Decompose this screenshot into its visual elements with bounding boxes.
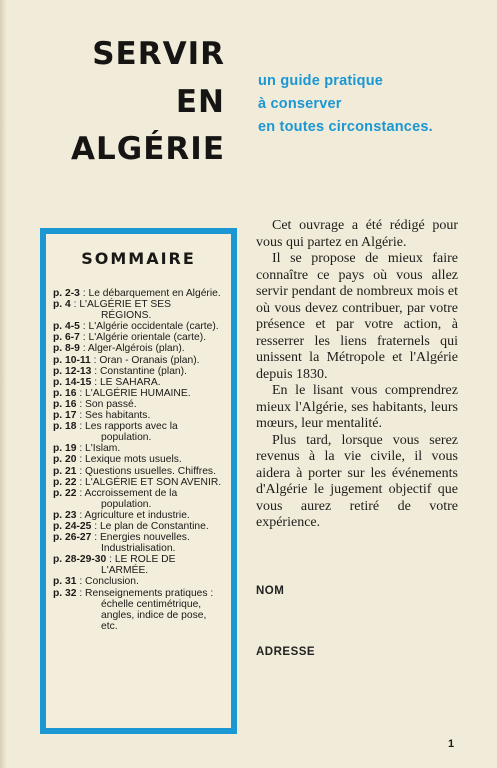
toc-entry-text: : L'Algérie occidentale (carte). [79, 321, 219, 333]
toc-entry-text: : Le débarquement en Algérie. [79, 288, 221, 299]
toc-page-ref: p. 8-9 [53, 343, 80, 355]
toc-entry-text: : LE ROLE DE L'ARMÉE. [101, 554, 176, 577]
toc-entry-text: : Alger-Algérois (plan). [79, 343, 185, 355]
title-line-2: EN [175, 84, 225, 120]
toc-page-ref: p. 14-15 [53, 376, 92, 388]
toc-page-ref: p. 18 [53, 421, 77, 433]
intro-paragraph: Plus tard, lorsque vous serez revenus à la vie civile, il vous aidera à porter sur les événements d'Algérie le jugement objectif que vous aurez retiré de votre expérience. [256, 432, 458, 530]
tagline-line-3: en toutes circonstances. [258, 119, 433, 135]
toc-page-ref: p. 16 [53, 387, 77, 399]
toc-item [53, 343, 223, 354]
title-line-1: SERVIR [92, 36, 225, 72]
toc-page-ref: p. 17 [53, 410, 77, 422]
intro-paragraph: Il se propose de mieux faire connaître ce pays où vous allez servir pendant de nombreux mois et où vous devez contribuer, par votre présence et par votre action, à resserrer les liens fraternels qui unissent la Métropole et l'Algérie depuis 1830. [256, 251, 458, 382]
toc-item [53, 410, 223, 421]
toc-page-ref: p. 31 [53, 576, 77, 588]
toc-page-ref: p. 23 [53, 509, 77, 521]
toc-page-ref: p. 16 [53, 398, 77, 410]
toc-item [53, 443, 223, 454]
toc-item [53, 377, 223, 388]
toc-item [53, 554, 223, 576]
toc-item [53, 521, 223, 532]
toc-item [53, 332, 223, 343]
toc-entry-text: : Son passé. [76, 398, 137, 410]
toc-page-ref: p. 12-13 [53, 365, 92, 377]
intro-paragraph: En le lisant vous comprendrez mieux l'Algérie, ses habitants, leurs mœurs, leur mentalité. [256, 383, 458, 431]
toc-entry-text: : Renseignements pratiques : échelle centimétrique, angles, indice de pose, etc. [76, 587, 214, 632]
tagline-line-1: un guide pratique [258, 73, 384, 89]
table-of-contents-box [40, 228, 237, 734]
toc-entry-text: : L'ALGÉRIE ET SES RÉGIONS. [70, 299, 171, 322]
table-of-contents-list [53, 288, 223, 632]
toc-page-ref: p. 28-29-30 [53, 554, 107, 566]
toc-entry-text: : Les rapports avec la population. [76, 421, 178, 444]
toc-page-ref: p. 19 [53, 443, 77, 455]
introduction-text [256, 218, 458, 532]
toc-item [53, 366, 223, 377]
toc-entry-text: : LE SAHARA. [91, 376, 161, 388]
toc-page-ref: p. 10-11 [53, 354, 91, 366]
toc-entry-text: : L'ALGÉRIE ET SON AVENIR. [76, 476, 222, 488]
page-edge [0, 0, 6, 768]
toc-entry-text: : Agriculture et industrie. [76, 509, 190, 521]
toc-item [53, 355, 223, 366]
tagline-line-2: à conserver [258, 96, 342, 112]
toc-item [53, 588, 223, 632]
address-field-label: ADRESSE [256, 646, 316, 658]
toc-page-ref: p. 6-7 [53, 332, 80, 344]
toc-item [53, 454, 223, 465]
toc-entry-text: : Constantine (plan). [91, 365, 187, 377]
toc-page-ref: p. 20 [53, 454, 77, 466]
title-line-3: ALGÉRIE [71, 131, 225, 167]
toc-page-ref: p. 21 [53, 465, 77, 477]
toc-item [53, 288, 223, 299]
toc-item [53, 488, 223, 510]
toc-item [53, 299, 223, 321]
intro-paragraph: Cet ouvrage a été rédigé pour vous qui partez en Algérie. [256, 218, 458, 250]
toc-entry-text: : Lexique mots usuels. [76, 454, 182, 466]
toc-item [53, 576, 223, 587]
table-of-contents-heading: SOMMAIRE [81, 249, 196, 268]
toc-page-ref: p. 2-3 [53, 288, 80, 299]
toc-item [53, 388, 223, 399]
toc-entry-text: : Energies nouvelles. Industrialisation. [91, 532, 190, 555]
toc-entry-text: : Accroissement de la population. [76, 487, 178, 510]
toc-entry-text: : L'Algérie orientale (carte). [79, 332, 207, 344]
toc-item [53, 421, 223, 443]
toc-item [53, 466, 223, 477]
toc-item [53, 399, 223, 410]
toc-page-ref: p. 22 [53, 476, 77, 488]
toc-entry-text: : L'Islam. [76, 443, 121, 455]
toc-entry-text: : Questions usuelles. Chiffres. [76, 465, 216, 477]
toc-page-ref: p. 32 [53, 587, 77, 599]
toc-item [53, 321, 223, 332]
toc-entry-text: : Conclusion. [76, 576, 139, 588]
toc-item [53, 532, 223, 554]
toc-entry-text: : Le plan de Constantine. [91, 520, 209, 532]
toc-entry-text: : Oran - Oranais (plan). [90, 354, 200, 366]
page-number: 1 [448, 738, 455, 750]
toc-entry-text: : L'ALGÉRIE HUMAINE. [76, 387, 191, 399]
name-field-label: NOM [256, 585, 285, 597]
toc-item [53, 477, 223, 488]
toc-page-ref: p. 22 [53, 487, 77, 499]
toc-page-ref: p. 4-5 [53, 321, 80, 333]
toc-page-ref: p. 4 [53, 299, 71, 311]
toc-page-ref: p. 26-27 [53, 532, 92, 544]
toc-entry-text: : Ses habitants. [76, 410, 151, 422]
toc-page-ref: p. 24-25 [53, 520, 92, 532]
toc-item [53, 510, 223, 521]
